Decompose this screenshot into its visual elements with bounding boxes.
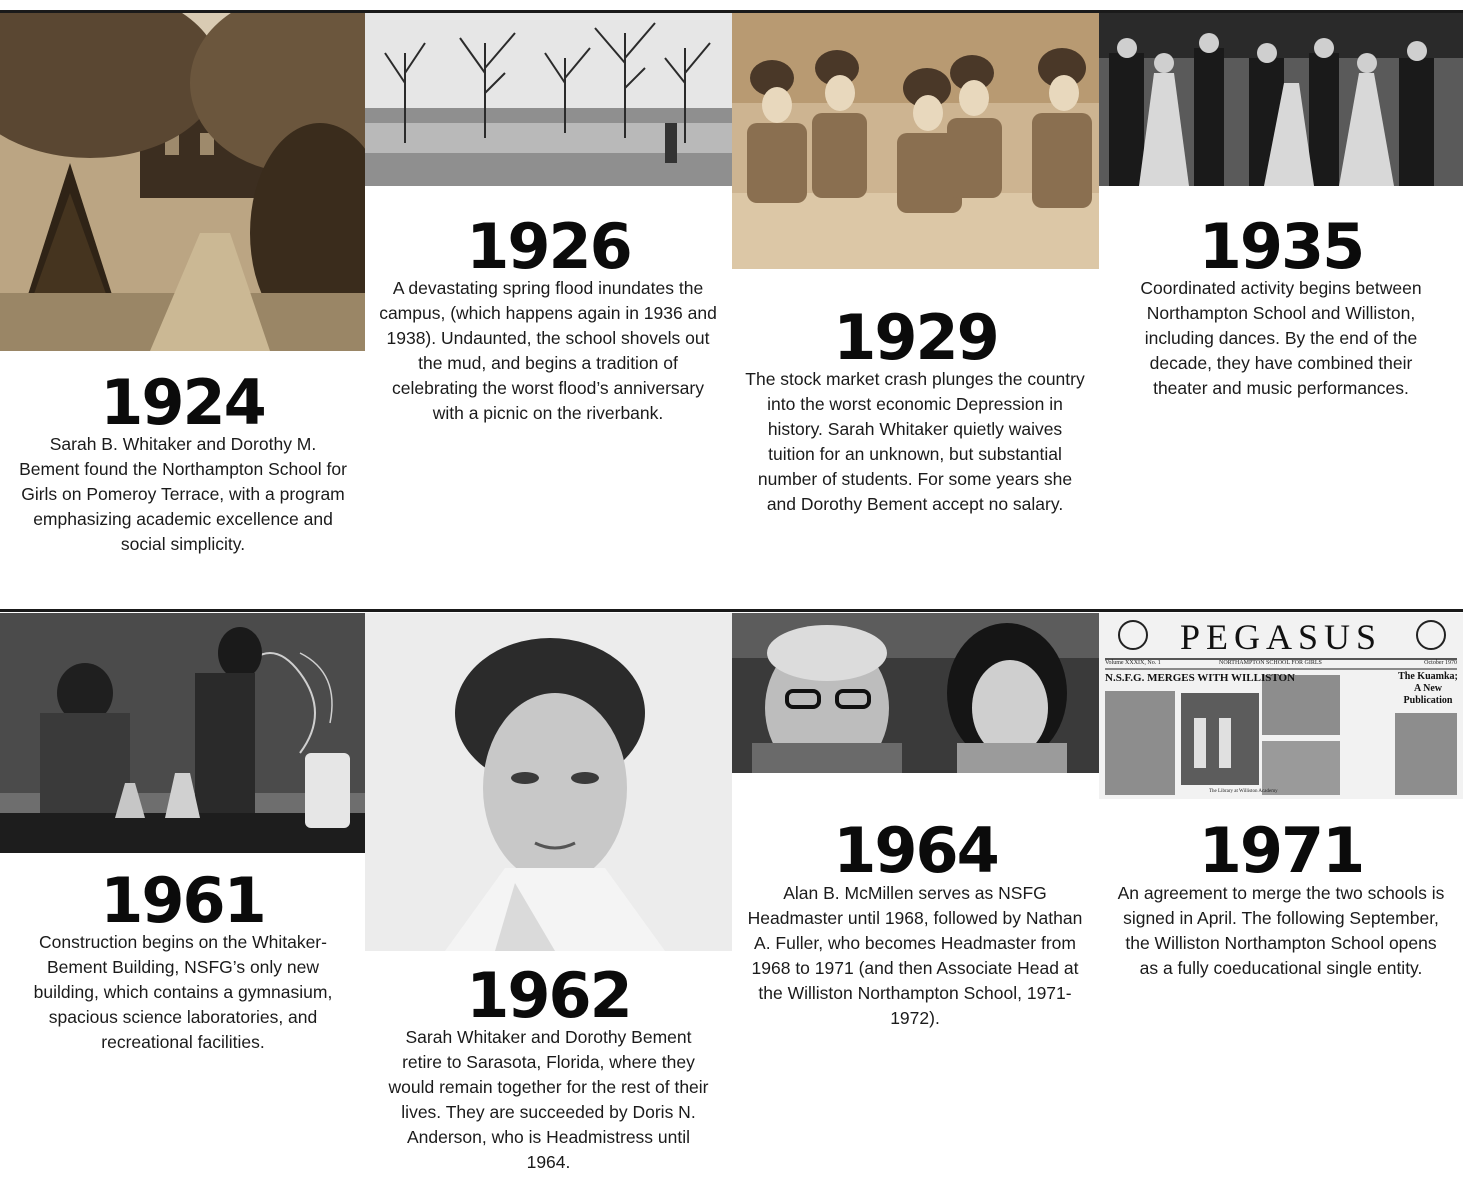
photo-1964-headmaster-student bbox=[732, 613, 1099, 773]
event-text-1971: An agreement to merge the two schools is signed in April. The following September, the Williston Northampton School opens as a fully coeducational single entity. bbox=[1117, 883, 1445, 978]
photo-1935-dance bbox=[1099, 13, 1463, 186]
year-1971: 1971 bbox=[1198, 814, 1364, 887]
year-1935: 1935 bbox=[1198, 210, 1364, 283]
year-1964: 1964 bbox=[833, 814, 998, 887]
event-text-1929: The stock market crash plunges the country into the worst economic Depression in history. Sarah Whitaker quietly waives tuition for an unknown, but substantial number of students. For some years she and Dorothy Bement accept no salary. bbox=[745, 369, 1085, 514]
newspaper-masthead: PEGASUS bbox=[1179, 617, 1383, 657]
event-text-1924: Sarah B. Whitaker and Dorothy M. Bement found the Northampton School for Girls on Pomeroy Terrace, with a program emphasizing academic excellence and social simplicity. bbox=[19, 434, 347, 554]
newspaper-side-headline-3: Publication bbox=[1403, 695, 1453, 706]
photo-1962-portrait bbox=[365, 613, 732, 951]
event-text-1964: Alan B. McMillen serves as NSFG Headmaster until 1968, followed by Nathan A. Fuller, who becomes Headmaster from 1968 to 1971 (and then Associate Head at the Williston Northampton School, 1971-1972). bbox=[747, 883, 1083, 1028]
year-1962: 1962 bbox=[466, 959, 631, 1032]
newspaper-volume: Volume XXXIX, No. 1 bbox=[1105, 660, 1161, 666]
newspaper-headline: N.S.F.G. MERGES WITH WILLISTON bbox=[1105, 672, 1296, 684]
event-text-1961: Construction begins on the Whitaker-Bement Building, NSFG’s only new building, which contains a gymnasium, spacious science laboratories, and recreational facilities. bbox=[33, 932, 333, 1052]
year-1929: 1929 bbox=[833, 301, 998, 374]
photo-1971-pegasus-newspaper bbox=[1099, 613, 1463, 799]
year-1961: 1961 bbox=[100, 864, 265, 937]
photo-1929-women-group bbox=[732, 13, 1099, 269]
photo-1926-flood bbox=[365, 13, 732, 186]
newspaper-date: October 1970 bbox=[1424, 660, 1457, 666]
event-text-1926: A devastating spring flood inundates the campus, (which happens again in 1936 and 1938). Undaunted, the school shovels out the mud, and begins a tradition of celebrating the worst flood’s anniversary with a picnic on the riverbank. bbox=[379, 278, 717, 423]
event-text-1935: Coordinated activity begins between Northampton School and Williston, including dances. By the end of the decade, they have combined their theater and music performances. bbox=[1140, 278, 1422, 398]
year-1926: 1926 bbox=[466, 210, 631, 283]
photo-1924-house-garden bbox=[0, 13, 365, 351]
newspaper-side-headline-1: The Kuamka; bbox=[1398, 671, 1458, 682]
middle-rule bbox=[0, 609, 1463, 612]
newspaper-photo-caption: The Library at Williston Academy bbox=[1209, 789, 1278, 794]
photo-1961-science-lab bbox=[0, 613, 365, 853]
event-text-1962: Sarah Whitaker and Dorothy Bement retire to Sarasota, Florida, where they would remain together for the rest of their lives. They are succeeded by Doris N. Anderson, who is Headmistress until 1964. bbox=[388, 1027, 709, 1172]
newspaper-side-headline-2: A New bbox=[1413, 683, 1443, 694]
year-1924: 1924 bbox=[100, 366, 265, 439]
newspaper-school: NORTHAMPTON SCHOOL FOR GIRLS bbox=[1219, 660, 1322, 666]
